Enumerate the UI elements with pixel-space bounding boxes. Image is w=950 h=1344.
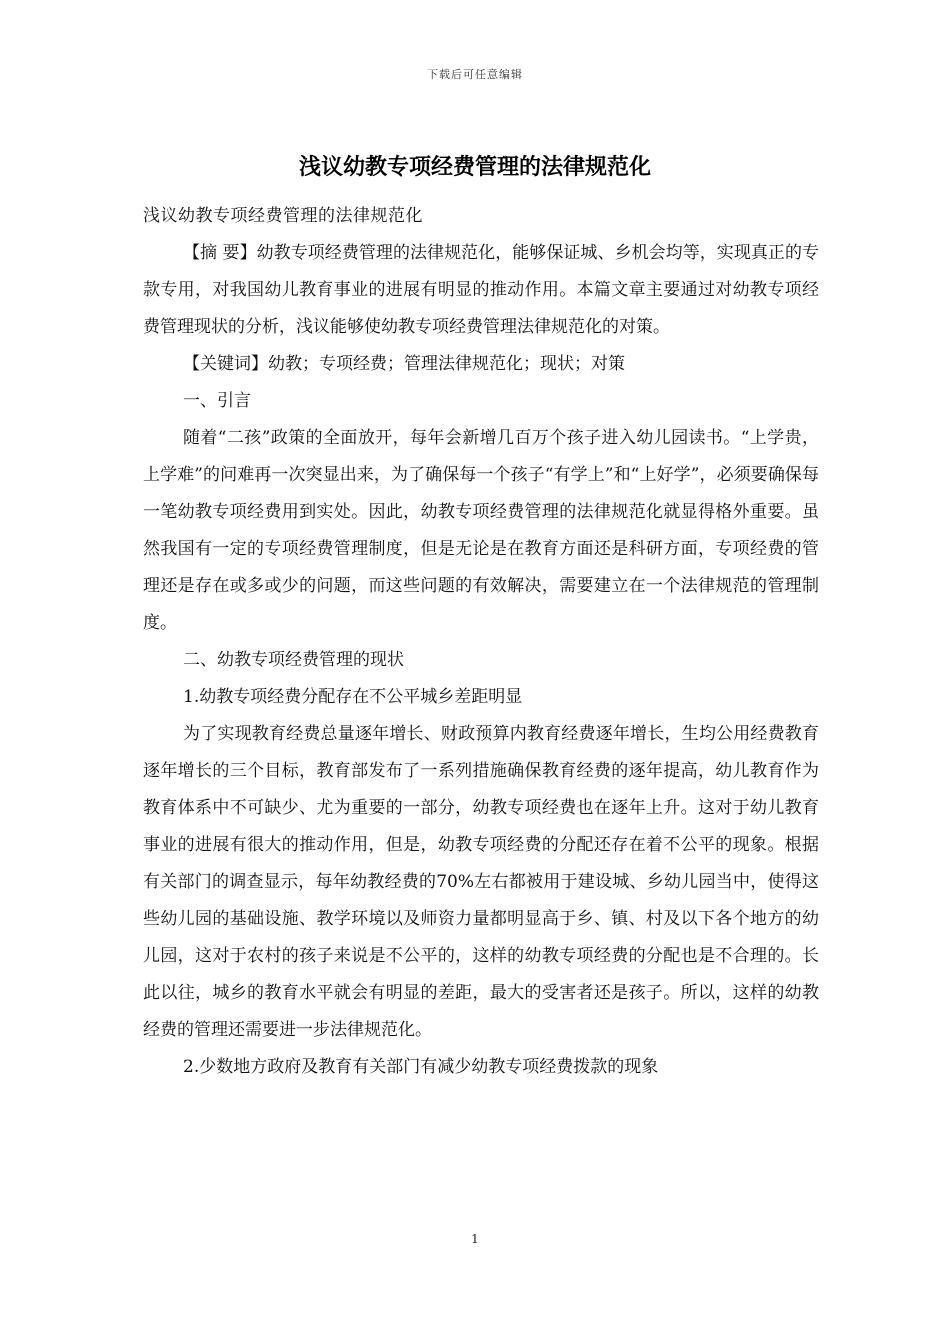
document-subtitle: 浅议幼教专项经费管理的法律规范化 bbox=[143, 206, 423, 226]
document-body bbox=[143, 198, 819, 1086]
keywords-paragraph: 【关键词】幼教；专项经费；管理法律规范化；现状；对策 bbox=[183, 354, 625, 374]
abstract-paragraph: 【摘 要】幼教专项经费管理的法律规范化，能够保证城、乡机会均等，实现真正的专款专用，对我国幼儿教育事业的进展有明显的推动作用。本篇文章主要通过对幼教专项经费管理现状的分析，浅议能够使幼教专项经费管理法律规范化的对策。 bbox=[143, 243, 819, 337]
introduction-paragraph: 随着“二孩”政策的全面放开，每年会新增几百万个孩子进入幼儿园读书。“上学贵，上学难”的问难再一次突显出来，为了确保每一个孩子“有学上”和“上好学”，必须要确保每一笔幼教专项经费用到实处。因此，幼教专项经费管理的法律规范化就显得格外重要。虽然我国有一定的专项经费管理制度，但是无论是在教育方面还是科研方面，专项经费的管理还是存在或多或少的问题，而这些问题的有效解决，需要建立在一个法律规范的管理制度。 bbox=[143, 428, 819, 633]
page-number: 1 bbox=[471, 1232, 479, 1246]
section-heading-introduction: 一、引言 bbox=[183, 391, 251, 411]
subsection-heading-2: 2.少数地方政府及教育有关部门有减少幼教专项经费拨款的现象 bbox=[183, 1057, 659, 1077]
document-title: 浅议幼教专项经费管理的法律规范化 bbox=[298, 154, 651, 180]
header-note: 下载后可任意编辑 bbox=[427, 68, 523, 81]
subsection-heading-1: 1.幼教专项经费分配存在不公平城乡差距明显 bbox=[183, 687, 523, 707]
section-heading-status: 二、幼教专项经费管理的现状 bbox=[183, 650, 404, 670]
status-paragraph: 为了实现教育经费总量逐年增长、财政预算内教育经费逐年增长，生均公用经费教育逐年增长的三个目标，教育部发布了一系列措施确保教育经费的逐年提高，幼儿教育作为教育体系中不可缺少、尤为重要的一部分，幼教专项经费也在逐年上升。这对于幼儿教育事业的进展有很大的推动作用，但是，幼教专项经费的分配还存在着不公平的现象。根据有关部门的调查显示，每年幼教经费的70%左右都被用于建设城、乡幼儿园当中，使得这些幼儿园的基础设施、教学环境以及师资力量都明显高于乡、镇、村及以下各个地方的幼儿园，这对于农村的孩子来说是不公平的，这样的幼教专项经费的分配也是不合理的。长此以往，城乡的教育水平就会有明显的差距，最大的受害者还是孩子。所以，这样的幼教经费的管理还需要进一步法律规范化。 bbox=[143, 724, 819, 1040]
